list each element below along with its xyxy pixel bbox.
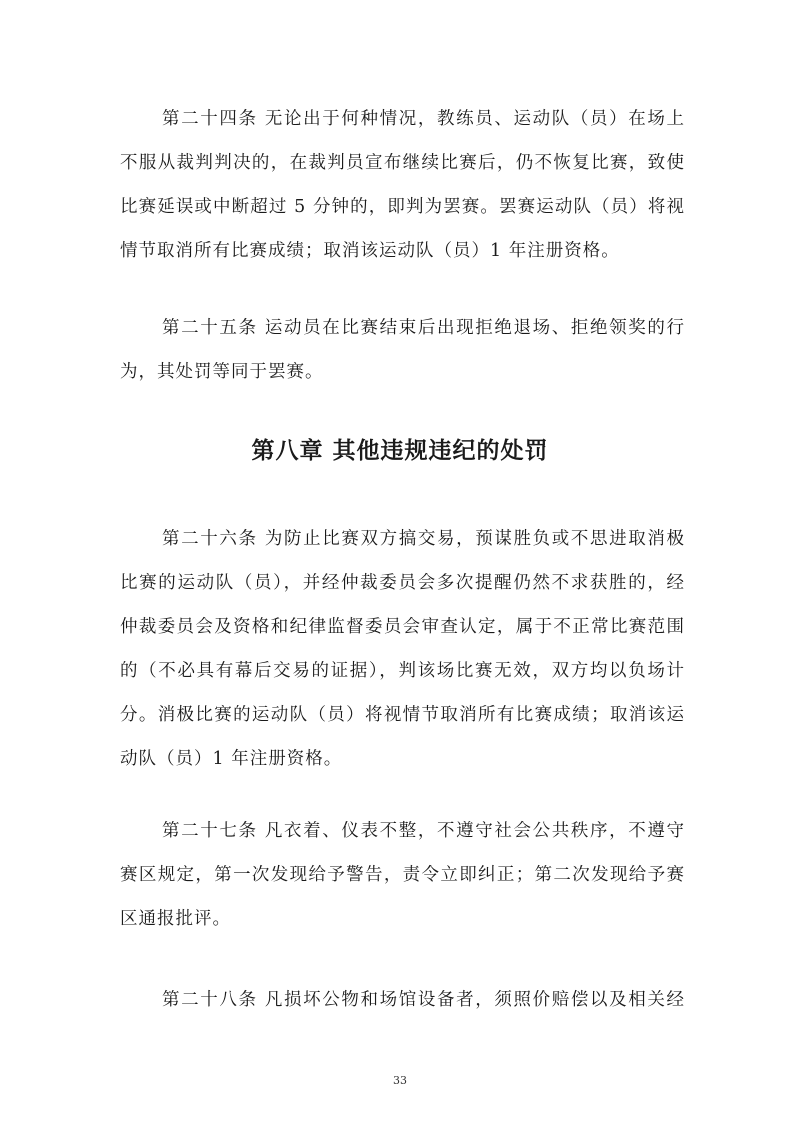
page-number: 33: [393, 1074, 407, 1087]
article-26-line-3: 仲裁委员会及资格和纪律监督委员会审查认定，属于不正常比赛范围: [120, 617, 685, 637]
article-26-line-1: 第二十六条 为防止比赛双方搞交易，预谋胜负或不思进取消极: [162, 529, 685, 549]
article-25-line-1: 第二十五条 运动员在比赛结束后出现拒绝退场、拒绝领奖的行: [162, 318, 685, 338]
article-27-line-2: 赛区规定，第一次发现给予警告，责令立即纠正；第二次发现给予赛: [120, 865, 685, 885]
article-26-line-2: 比赛的运动队（员），并经仲裁委员会多次提醒仍然不求获胜的，经: [120, 573, 685, 593]
article-26: [120, 517, 685, 781]
article-28-line-1: 第二十八条 凡损坏公物和场馆设备者，须照价赔偿以及相关经: [162, 990, 685, 1010]
article-24-line-2: 不服从裁判判决的，在裁判员宣布继续比赛后，仍不恢复比赛，致使: [120, 153, 685, 173]
chapter-heading: 第八章 其他违规违纪的处罚: [251, 438, 549, 464]
article-24-line-3: 比赛延误或中断超过 5 分钟的，即判为罢赛。罢赛运动队（员）将视: [120, 197, 685, 217]
article-27-line-1: 第二十七条 凡衣着、仪表不整，不遵守社会公共秩序，不遵守: [162, 821, 685, 841]
article-24: [120, 97, 685, 273]
article-27-line-3: 区通报批评。: [120, 909, 231, 929]
article-24-line-1: 第二十四条 无论出于何种情况，教练员、运动队（员）在场上: [162, 109, 685, 129]
article-28: [120, 978, 685, 1022]
article-27: [120, 809, 685, 941]
article-26-line-4: 的（不必具有幕后交易的证据），判该场比赛无效，双方均以负场计: [120, 661, 685, 681]
article-26-line-5: 分。消极比赛的运动队（员）将视情节取消所有比赛成绩；取消该运: [120, 705, 685, 725]
article-25: [120, 306, 685, 394]
article-25-line-2: 为，其处罚等同于罢赛。: [120, 362, 324, 382]
article-24-line-4: 情节取消所有比赛成绩；取消该运动队（员）1 年注册资格。: [120, 241, 620, 261]
article-26-line-6: 动队（员）1 年注册资格。: [120, 749, 343, 769]
